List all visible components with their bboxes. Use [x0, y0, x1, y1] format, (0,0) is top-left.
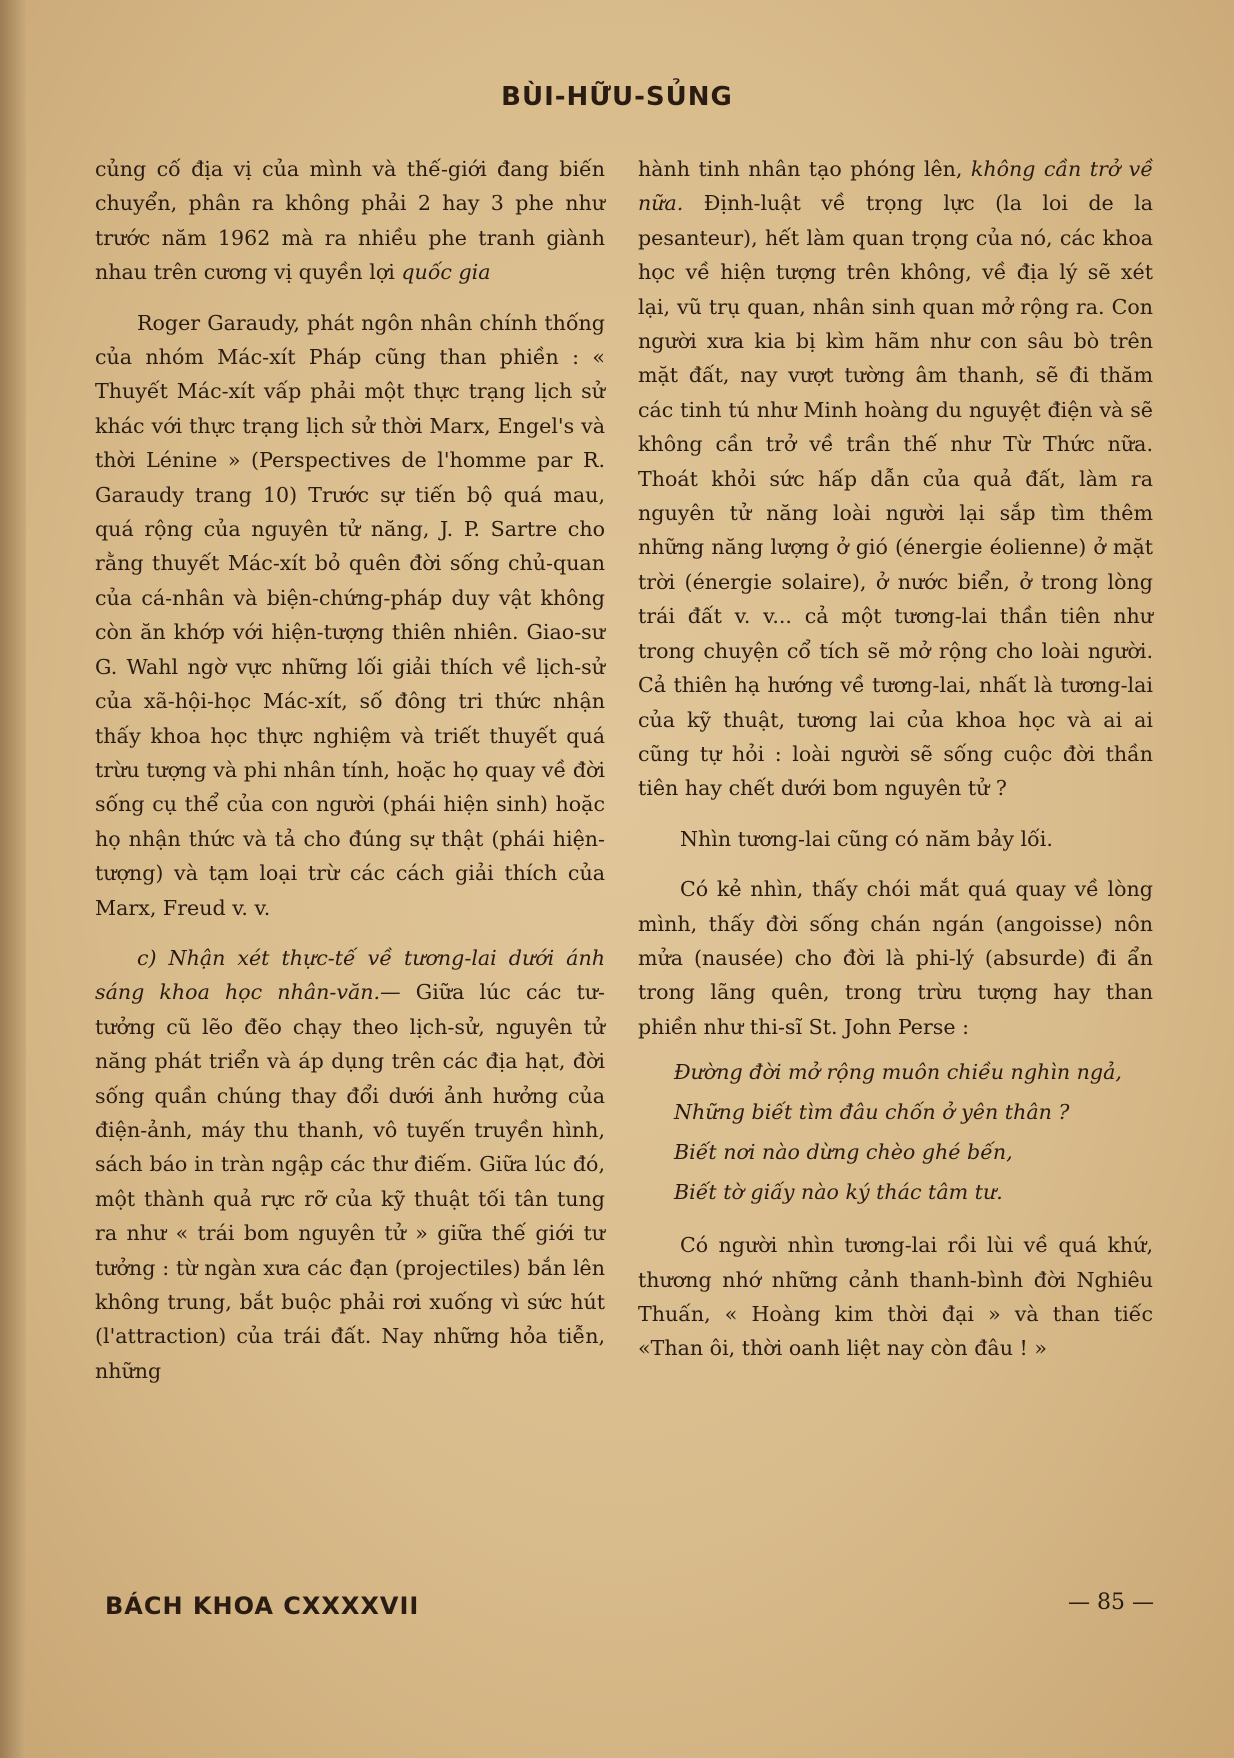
left-column [95, 152, 605, 1388]
poem-line: Đường đời mở rộng muôn chiều nghìn ngả, [674, 1060, 1122, 1085]
poem-line: Biết nơi nào dừng chèo ghé bến, [674, 1140, 1013, 1165]
page-number: — 85 — [1068, 1590, 1154, 1615]
poem-line: Biết tờ giấy nào ký thác tâm tư. [674, 1180, 1003, 1205]
poem-line: Những biết tìm đâu chốn ở yên thân ? [674, 1100, 1070, 1125]
paragraph: c) Nhận xét thực-tế về tương-lai dưới ánh sáng khoa học nhân-văn.— Giữa lúc các tư-tưởng cũ lẽo đẽo chạy theo lịch-sử, nguyên tử năng phát triển và áp dụng trên các địa hạt, đời sống quần chúng thay đổi dưới ảnh hưởng của điện-ảnh, máy thu thanh, vô tuyến truyền hình, sách báo in tràn ngập các thư điếm. Giữa lúc đó, một thành quả rực rỡ của kỹ thuật tối tân tung ra như « trái bom nguyên tử » giữa thế giới tư tưởng : từ ngàn xưa các đạn (projectiles) bắn lên không trung, bắt buộc phải rơi xuống vì sức hút (l'attraction) của trái đất. Nay những hỏa tiễn, những [95, 945, 605, 1383]
paragraph: Nhìn tương-lai cũng có năm bảy lối. [680, 826, 1053, 851]
page-binding-edge [0, 0, 26, 1758]
poem [638, 1052, 1153, 1212]
italic-phrase: quốc gia [401, 260, 491, 285]
publication-footer: BÁCH KHOA CXXXXVII [105, 1592, 420, 1620]
running-header: BÙI-HỮU-SỦNG [501, 82, 733, 112]
section-heading: c) Nhận xét thực-tế về tương-lai dưới ánh sáng khoa học nhân-văn.— [95, 945, 605, 1005]
paragraph: Có người nhìn tương-lai rồi lùi về quá khứ, thương nhớ những cảnh thanh-bình đời Nghiêu Thuấn, « Hoàng kim thời đại » và than tiếc «Than ôi, thời oanh liệt nay còn đâu ! » [638, 1233, 1153, 1361]
italic-phrase: không cần trở về nữa. [638, 157, 1153, 216]
paragraph: Có kẻ nhìn, thấy chói mắt quá quay về lòng mình, thấy đời sống chán ngán (angoisse) nôn mửa (nausée) cho đời là phi-lý (absurde) đi ẩn trong lãng quên, trong trừu tượng hay than phiền như thi-sĩ St. John Perse : [638, 877, 1153, 1039]
paragraph: Roger Garaudy, phát ngôn nhân chính thống của nhóm Mác-xít Pháp cũng than phiền : « Thuyết Mác-xít vấp phải một thực trạng lịch sử khác với thực trạng lịch sử thời Marx, Engel's và thời Lénine » (Perspectives de l'homme par R. Garaudy trang 10) Trước sự tiến bộ quá mau, quá rộng của nguyên tử năng, J. P. Sartre cho rằng thuyết Mác-xít bỏ quên đời sống chủ-quan của cá-nhân và biện-chứng-pháp duy vật không còn ăn khớp với hiện-tượng thiên nhiên. Giao-sư G. Wahl ngờ vực những lối giải thích về lịch-sử của xã-hội-học Mác-xít, số đông tri thức nhận thấy khoa học thực nghiệm và triết thuyết quá trừu tượng và phi nhân tính, hoặc họ quay về đời sống cụ thể của con người (phái hiện sinh) hoặc họ nhận thức và tả cho đúng sự thật (phái hiện-tượng) và tạm loại trừ các cách giải thích của Marx, Freud v. v. [95, 310, 605, 920]
right-column [638, 152, 1153, 1366]
paragraph: hành tinh nhân tạo phóng lên, không cần trở về nữa. Định-luật về trọng lực (la loi de la pesanteur), hết làm quan trọng của nó, các khoa học về hiện tượng trên không, về địa lý sẽ xét lại, vũ trụ quan, nhân sinh quan mở rộng ra. Con người xưa kia bị kìm hãm như con sâu bò trên mặt đất, nay vượt tường âm thanh, sẽ đi thăm các tinh tú như Minh hoàng du nguyệt điện và sẽ không cần trở về trần thế như Từ Thức nữa. Thoát khỏi sức hấp dẫn của quả đất, làm ra nguyên tử năng loài người lại sắp tìm thêm những năng lượng ở gió (énergie éolienne) ở mặt trời (énergie solaire), ở nước biển, ở trong lòng trái đất v. v... cả một tương-lai thần tiên như trong chuyện cổ tích sẽ mở rộng cho loài người. Cả thiên hạ hướng về tương-lai, nhất là tương-lai của kỹ thuật, tương lai của khoa học và ai ai cũng tự hỏi : loài người sẽ sống cuộc đời thần tiên hay chết dưới bom nguyên tử ? [638, 157, 1153, 801]
paragraph: củng cố địa vị của mình và thế-giới đang biến chuyển, phân ra không phải 2 hay 3 phe như trước năm 1962 mà ra nhiều phe tranh giành nhau trên cương vị quyền lợi quốc gia [95, 157, 605, 285]
